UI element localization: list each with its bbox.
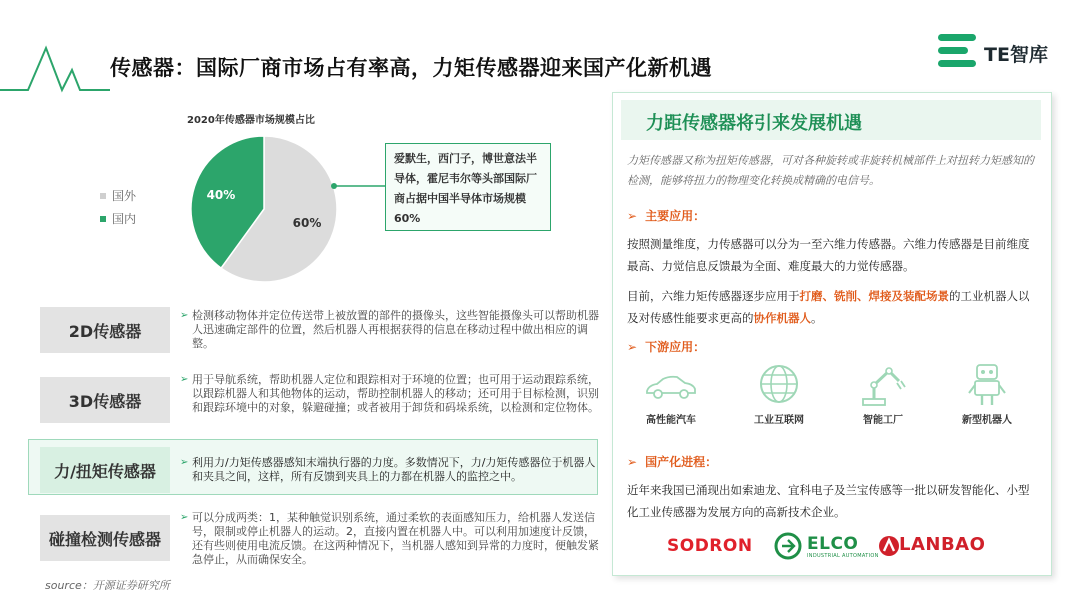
robot-arm-icon <box>855 363 911 407</box>
legend-item-domestic <box>100 207 136 230</box>
panel-intro: 力矩传感器又称为扭矩传感器，可对各种旋转或非旋转机械部件上对扭转力矩感知的检测，能够将扭力的物理变化转换成精确的电信号。 <box>627 154 1034 187</box>
panel-header <box>621 100 1041 140</box>
lanbao-mark-icon <box>877 534 901 558</box>
paragraph-localization: 近年来我国已涌现出如索迪龙、宜科电子及兰宝传感等一批以研发智能化、小型化工业传感器为发展方向的高新技术企业。 <box>627 483 1030 519</box>
arrow-bullet-icon: ➢ <box>627 455 638 469</box>
arrow-bullet-icon: ➢ <box>627 340 638 354</box>
panel-title: 力距传感器将引来发展机遇 <box>646 113 862 134</box>
legend-swatch-domestic <box>100 216 106 222</box>
arrow-bullet-icon: ➢ <box>627 209 638 223</box>
downstream-apps <box>631 363 1031 433</box>
market-callout: 爱默生，西门子，博世意法半导体，霍尼韦尔等头部国际厂商占据中国半导体市场规模60% <box>385 143 551 231</box>
section-main-applications-label: 主要应用： <box>645 209 706 223</box>
sensor-label-2d: 2D传感器 <box>40 307 170 353</box>
app-label-industrial-internet: 工业互联网 <box>754 415 804 426</box>
sodron-logo: SODRON <box>667 536 753 556</box>
globe-icon <box>751 363 807 407</box>
elco-mark-icon <box>773 532 803 560</box>
p2-text-start: 目前，六维力矩传感器逐步应用于 <box>627 289 800 303</box>
app-label-car: 高性能汽车 <box>646 415 696 426</box>
section-downstream-label: 下游应用： <box>645 340 706 354</box>
p2-highlight-cobot: 协作机器人 <box>753 311 811 325</box>
source-note: source：开源证券研究所 <box>45 579 170 592</box>
legend-label-domestic: 国内 <box>112 212 137 226</box>
market-share-pie-chart <box>190 132 380 292</box>
lanbao-logo <box>877 531 1017 561</box>
p2-text-end: 。 <box>811 311 823 325</box>
app-label-smart-factory: 智能工厂 <box>863 415 903 426</box>
legend-item-foreign <box>100 184 136 207</box>
app-smart-factory <box>843 363 923 426</box>
pie-legend <box>100 184 136 230</box>
p2-text-middle: 的工业机器人以及对传感性能要求更高的 <box>627 289 1030 325</box>
elco-logo-text: ELCO <box>807 534 859 554</box>
section-localization <box>627 453 717 470</box>
pie-chart-title: 2020年传感器市场规模占比 <box>187 115 315 126</box>
sensor-desc-collision: ➢ 可以分成两类：1，某种触觉识别系统，通过柔软的表面感知压力，给机器人发送信号，限制或停止机器人的运动。2，直接内置在机器人中。可以利用加速度计反馈，还有些则使用电流反馈。在这两种情况下，当机器人感知到异常的力度时，便触发紧急停止，从而确保安全。 <box>180 511 600 567</box>
elco-logo <box>773 531 883 561</box>
section-downstream <box>627 338 705 355</box>
legend-label-foreign: 国外 <box>112 189 137 203</box>
sensor-desc-2d: ➢ 检测移动物体并定位传送带上被放置的部件的摄像头，这些智能摄像头可以帮助机器人迅速确定部件的位置，然后机器人再根据获得的信息在移动过程中做出相应的调整。 <box>180 309 600 351</box>
legend-swatch-foreign <box>100 193 106 199</box>
car-icon <box>643 363 699 407</box>
sensor-desc-3d: ➢ 用于导航系统，帮助机器人定位和跟踪相对于环境的位置；也可用于运动跟踪系统，以跟踪机器人和其他物体的运动，帮助控制机器人的移动；还可用于目标检测，识别和跟踪环境中的对象，躲避碰撞；或者被用于卸货和码垛系统，以检测和定位物体。 <box>180 373 600 415</box>
pie-label-domestic: 40% <box>206 188 236 203</box>
te-logo-mark-icon <box>936 34 980 68</box>
te-logo <box>936 32 1066 72</box>
elco-logo-subtitle: INDUSTRIAL AUTOMATION <box>807 553 879 559</box>
callout-connector <box>330 180 388 192</box>
pulse-line-decoration <box>0 40 110 96</box>
app-car <box>631 363 711 426</box>
app-industrial-internet <box>739 363 819 426</box>
app-new-robot <box>947 363 1027 426</box>
sensor-label-torque: 力/扭矩传感器 <box>40 447 170 493</box>
p2-highlight-scenes: 打磨、铣削、焊接及装配场景 <box>799 289 949 303</box>
logo-text: TE智库 <box>984 44 1048 66</box>
pie-label-foreign: 60% <box>292 215 322 230</box>
page-title: 传感器：国际厂商市场占有率高，力矩传感器迎来国产化新机遇 <box>110 56 712 80</box>
sensor-desc-torque: ➢ 利用力/力矩传感器感知末端执行器的力度。多数情况下，力/力矩传感器位于机器人和夹具之间，这样，所有反馈到夹具上的力都在机器人的监控之中。 <box>180 456 600 484</box>
paragraph-dimensions: 按照测量维度，力传感器可以分为一至六维力传感器。六维力传感器是目前维度最高、力觉信息反馈最为全面、难度最大的力觉传感器。 <box>627 237 1030 273</box>
app-label-new-robot: 新型机器人 <box>962 415 1012 426</box>
sensor-label-3d: 3D传感器 <box>40 377 170 423</box>
sensor-label-collision: 碰撞检测传感器 <box>40 515 170 561</box>
paragraph-current-use <box>627 285 1039 329</box>
lanbao-logo-text: LANBAO <box>899 534 986 555</box>
torque-sensor-panel <box>612 92 1052 576</box>
brand-logos <box>653 531 1033 563</box>
section-localization-label: 国产化进程： <box>645 455 718 469</box>
robot-icon <box>959 363 1015 407</box>
section-main-applications <box>627 207 705 224</box>
